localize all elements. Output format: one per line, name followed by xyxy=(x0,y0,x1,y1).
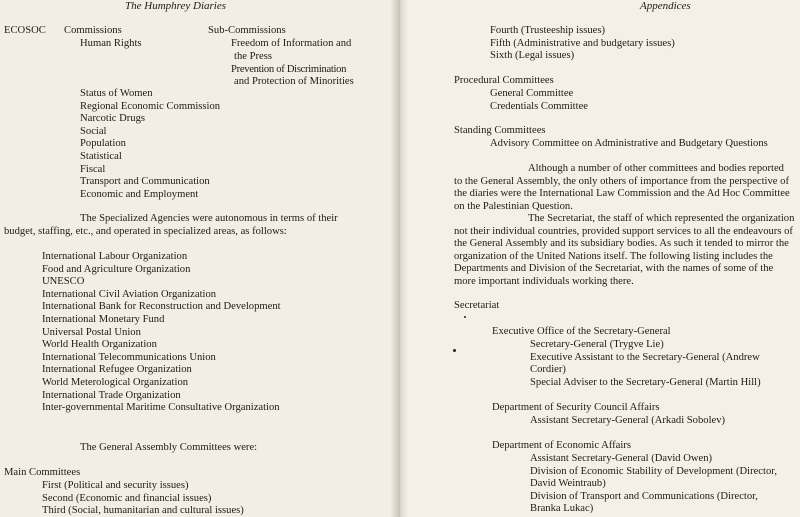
paragraph-line: organization of the United Nations itself. The following listing includes the xyxy=(454,250,773,262)
agency-item: International Labour Organization xyxy=(42,251,188,262)
paragraph-line: Although a number of other committees and bodies reported xyxy=(528,163,784,174)
staff-item: Assistant Secretary-General (David Owen) xyxy=(530,453,713,464)
staff-item: Executive Assistant to the Secretary-General (Andrew xyxy=(530,351,760,363)
security-council-heading: Department of Security Council Affairs xyxy=(492,402,660,413)
paragraph-line: The Secretariat, the staff of which represented the organization xyxy=(528,213,795,224)
agency-item: Inter-governmental Maritime Consultative Organization xyxy=(42,402,280,414)
agency-item: International Bank for Reconstruction and Development xyxy=(42,301,281,313)
staff-item: Assistant Secretary-General (Arkadi Sobolev) xyxy=(530,415,726,426)
committee-item: Second (Economic and financial issues) xyxy=(42,492,212,504)
ink-speck xyxy=(464,316,466,318)
exec-office-list xyxy=(530,339,761,389)
right-page xyxy=(398,0,800,517)
staff-item: Division of Transport and Communications (Director, xyxy=(530,490,758,502)
agency-item: International Refugee Organization xyxy=(42,364,192,376)
subcommissions-heading: Sub-Commissions xyxy=(208,25,286,36)
subcommission-item: and Protection of Minorities xyxy=(234,76,354,87)
commissions-heading: Commissions xyxy=(64,25,122,36)
staff-item: Division of Economic Stability of Development (Director, xyxy=(530,465,778,477)
agency-item: International Telecommunications Union xyxy=(42,351,216,363)
staff-item: Cordier) xyxy=(530,364,566,376)
exec-office-heading: Executive Office of the Secretary-General xyxy=(492,326,671,337)
agency-item: UNESCO xyxy=(42,276,85,288)
commission-item: Human Rights xyxy=(80,38,142,49)
commission-item: Narcotic Drugs xyxy=(80,113,146,125)
commission-item: Statistical xyxy=(80,150,122,162)
paragraph-line: the General Assembly and its subsidiary bodies. As such it tended to mirror the xyxy=(454,238,789,250)
commission-item: Transport and Communication xyxy=(80,176,210,188)
paragraph-line: not their individual countries, provided support services to all the endeavours of xyxy=(454,225,793,237)
committee-item: First (Political and security issues) xyxy=(42,480,189,491)
agency-item: Food and Agriculture Organization xyxy=(42,263,191,275)
committee-item: Sixth (Legal issues) xyxy=(490,50,575,62)
committee-item: Credentials Committee xyxy=(490,100,588,112)
commission-item: Population xyxy=(80,138,126,150)
commission-item: Social xyxy=(80,125,107,137)
commission-item: Economic and Employment xyxy=(80,188,199,200)
subcommission-item: Freedom of Information and xyxy=(231,38,352,49)
economic-affairs-list xyxy=(530,453,777,516)
subcommission-item: Prevention of Discrimination xyxy=(231,64,347,75)
staff-item: Branka Lukac) xyxy=(530,503,594,515)
standing-committees-heading: Standing Committees xyxy=(454,125,546,136)
left-page xyxy=(0,0,398,517)
paragraph-other-bodies xyxy=(454,163,790,213)
agency-item: International Monetary Fund xyxy=(42,313,165,325)
ecosoc-label: ECOSOC xyxy=(4,25,46,36)
paragraph-line: Departments and Division of the Secretariat, with the names of some of the xyxy=(454,263,774,275)
procedural-committees-heading: Procedural Committees xyxy=(454,75,554,86)
main-committees-continued xyxy=(490,25,675,63)
left-running-header: The Humphrey Diaries xyxy=(125,0,227,12)
committee-item: Third (Social, humanitarian and cultural issues) xyxy=(42,505,244,517)
paragraph-line: on the Palestinian Question. xyxy=(454,200,573,212)
book-gutter xyxy=(390,0,408,517)
staff-item: David Weintraub) xyxy=(530,478,606,490)
agency-item: International Trade Organization xyxy=(42,389,181,401)
agency-item: World Meterological Organization xyxy=(42,376,189,388)
paragraph-secretariat xyxy=(454,213,794,289)
paragraph-line: the diaries were the International Law Commission and the Ad Hoc Committee xyxy=(454,188,790,200)
paragraph-line: to the General Assembly, the only others of importance from the perspective of xyxy=(454,175,789,187)
agencies-intro-line: The Specialized Agencies were autonomous in terms of their xyxy=(80,213,338,224)
ink-speck xyxy=(453,349,456,352)
subcommission-item: the Press xyxy=(234,51,272,62)
agency-item: International Civil Aviation Organization xyxy=(42,288,217,300)
ga-committees-intro: The General Assembly Committees were: xyxy=(80,442,258,453)
agency-item: Universal Postal Union xyxy=(42,326,141,338)
main-committees-list xyxy=(42,480,244,517)
committee-item: Advisory Committee on Administrative and Budgetary Questions xyxy=(490,138,768,149)
commissions-list xyxy=(80,88,220,201)
staff-item: Special Adviser to the Secretary-General (Martin Hill) xyxy=(530,376,761,388)
commission-item: Regional Economic Commission xyxy=(80,100,221,112)
agency-item: World Health Organization xyxy=(42,339,157,351)
staff-item: Secretary-General (Trygve Lie) xyxy=(530,339,664,350)
procedural-committees-list xyxy=(490,88,588,113)
committee-item: Fourth (Trusteeship issues) xyxy=(490,25,605,36)
commission-item: Status of Women xyxy=(80,88,153,99)
paragraph-line: more important individuals working there. xyxy=(454,275,634,287)
secretariat-heading: Secretariat xyxy=(454,300,500,311)
commission-item: Fiscal xyxy=(80,163,106,175)
main-committees-heading: Main Committees xyxy=(4,467,81,478)
economic-affairs-heading: Department of Economic Affairs xyxy=(492,440,631,451)
committee-item: General Committee xyxy=(490,88,574,99)
agencies-list xyxy=(42,251,281,415)
right-running-header: Appendices xyxy=(640,0,691,12)
committee-item: Fifth (Administrative and budgetary issues) xyxy=(490,37,675,49)
agencies-intro-line: budget, staffing, etc., and operated in specialized areas, as follows: xyxy=(4,226,287,237)
